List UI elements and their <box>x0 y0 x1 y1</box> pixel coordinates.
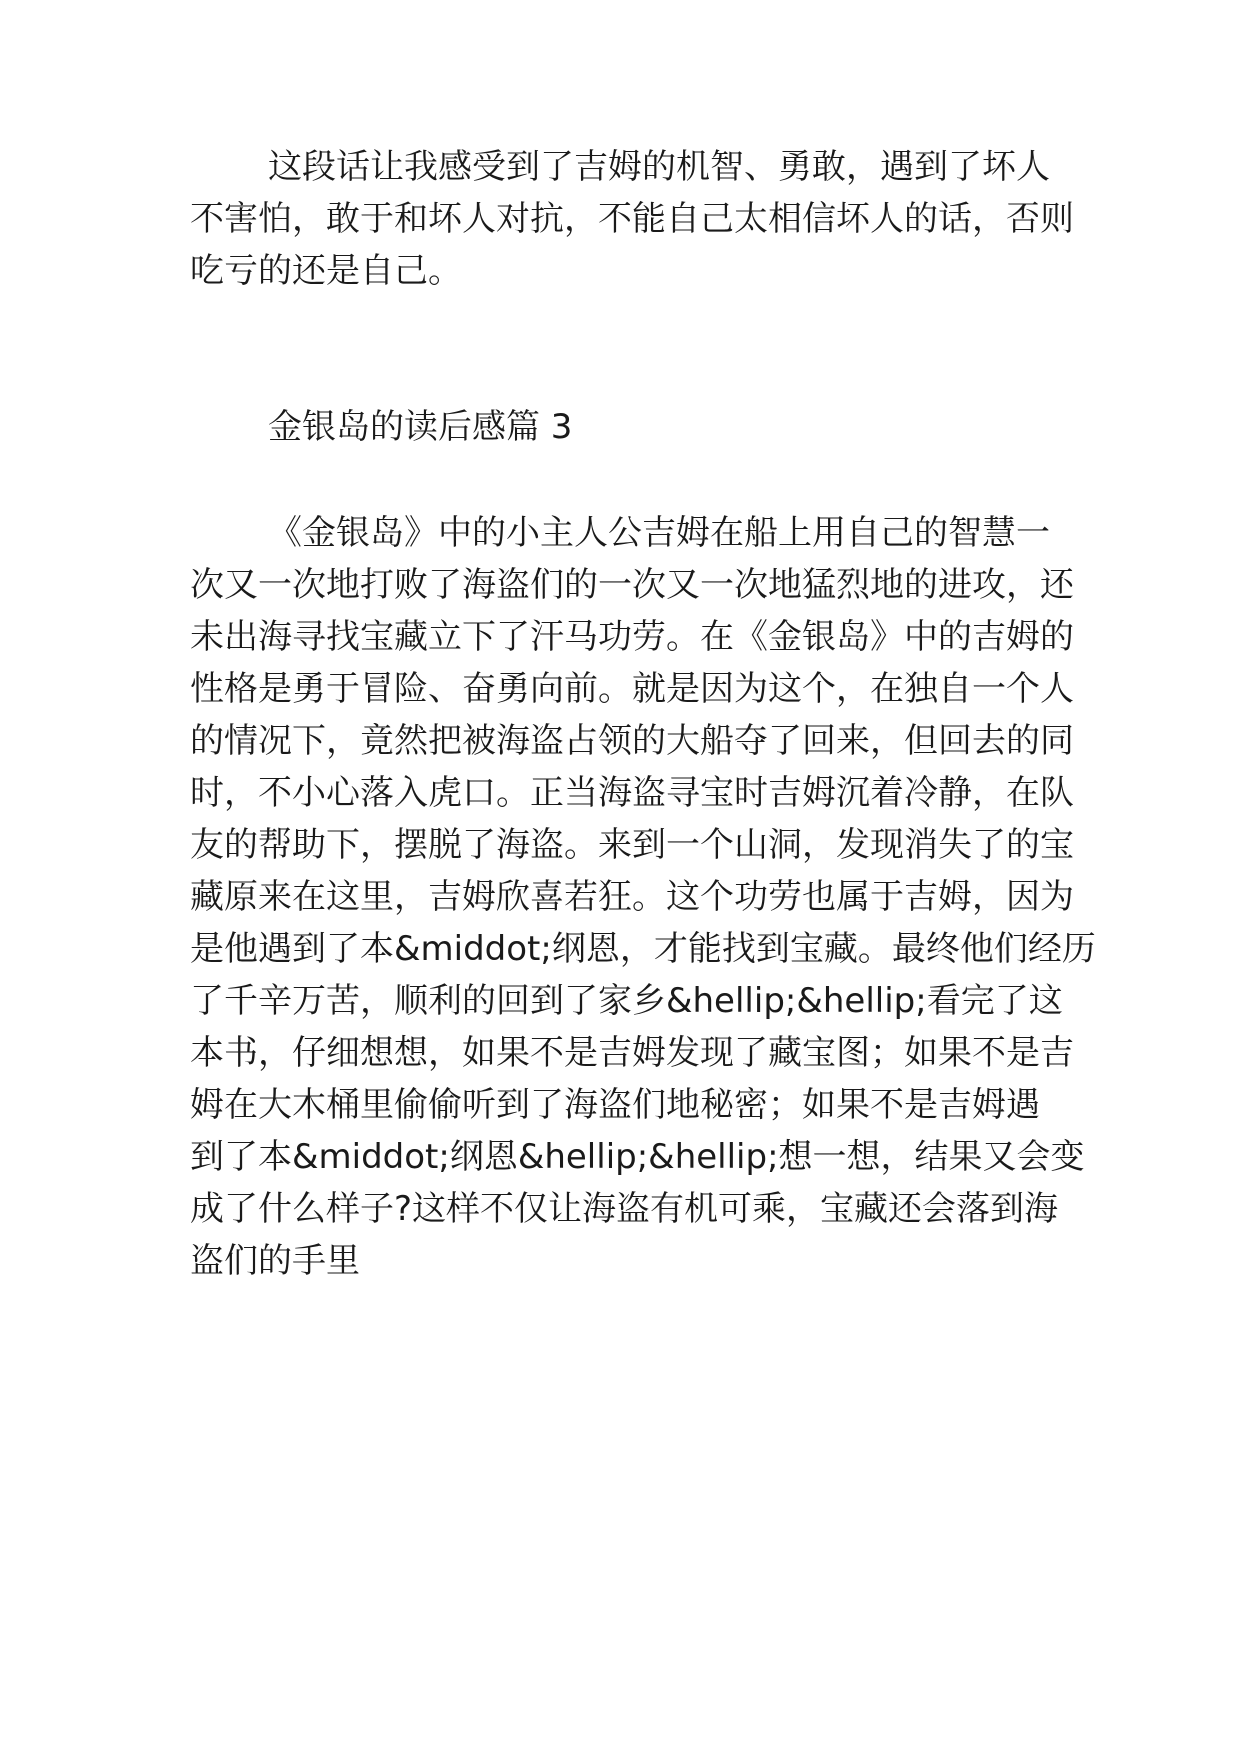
paragraph2-line-1: 《金银岛》中的小主人公吉姆在船上用自己的智慧一 <box>268 513 1050 553</box>
paragraph2-line-10: 了千辛万苦，顺利的回到了家乡&hellip;&hellip;看完了这 <box>190 981 1063 1021</box>
paragraph2-line-4: 性格是勇于冒险、奋勇向前。就是因为这个，在独自一个人 <box>190 669 1074 709</box>
paragraph1-line-1: 这段话让我感受到了吉姆的机智、勇敢，遇到了坏人 <box>268 147 1050 187</box>
paragraph2-line-3: 未出海寻找宝藏立下了汗马功劳。在《金银岛》中的吉姆的 <box>190 617 1074 657</box>
paragraph2-line-5: 的情况下，竟然把被海盗占领的大船夺了回来，但回去的同 <box>190 721 1074 761</box>
paragraph2-line-13: 到了本&middot;纲恩&hellip;&hellip;想一想，结果又会变 <box>190 1137 1085 1177</box>
paragraph2-line-9: 是他遇到了本&middot;纲恩，才能找到宝藏。最终他们经历 <box>190 929 1096 969</box>
paragraph2-line-12: 姆在大木桶里偷偷听到了海盗们地秘密；如果不是吉姆遇 <box>190 1085 1040 1125</box>
section-heading: 金银岛的读后感篇 3 <box>268 407 573 447</box>
paragraph2-line-8: 藏原来在这里，吉姆欣喜若狂。这个功劳也属于吉姆，因为 <box>190 877 1074 917</box>
paragraph2-line-2: 次又一次地打败了海盗们的一次又一次地猛烈地的进攻，还 <box>190 565 1074 605</box>
paragraph2-line-15: 盗们的手里 <box>190 1241 360 1281</box>
paragraph2-line-11: 本书，仔细想想，如果不是吉姆发现了藏宝图；如果不是吉 <box>190 1033 1074 1073</box>
paragraph1-line-2: 不害怕，敢于和坏人对抗，不能自己太相信坏人的话，否则 <box>190 199 1074 239</box>
paragraph2-line-14: 成了什么样子?这样不仅让海盗有机可乘，宝藏还会落到海 <box>190 1189 1059 1229</box>
paragraph2-line-7: 友的帮助下，摆脱了海盗。来到一个山洞，发现消失了的宝 <box>190 825 1074 865</box>
paragraph1-line-3: 吃亏的还是自己。 <box>190 251 462 291</box>
paragraph2-line-6: 时，不小心落入虎口。正当海盗寻宝时吉姆沉着冷静，在队 <box>190 773 1074 813</box>
